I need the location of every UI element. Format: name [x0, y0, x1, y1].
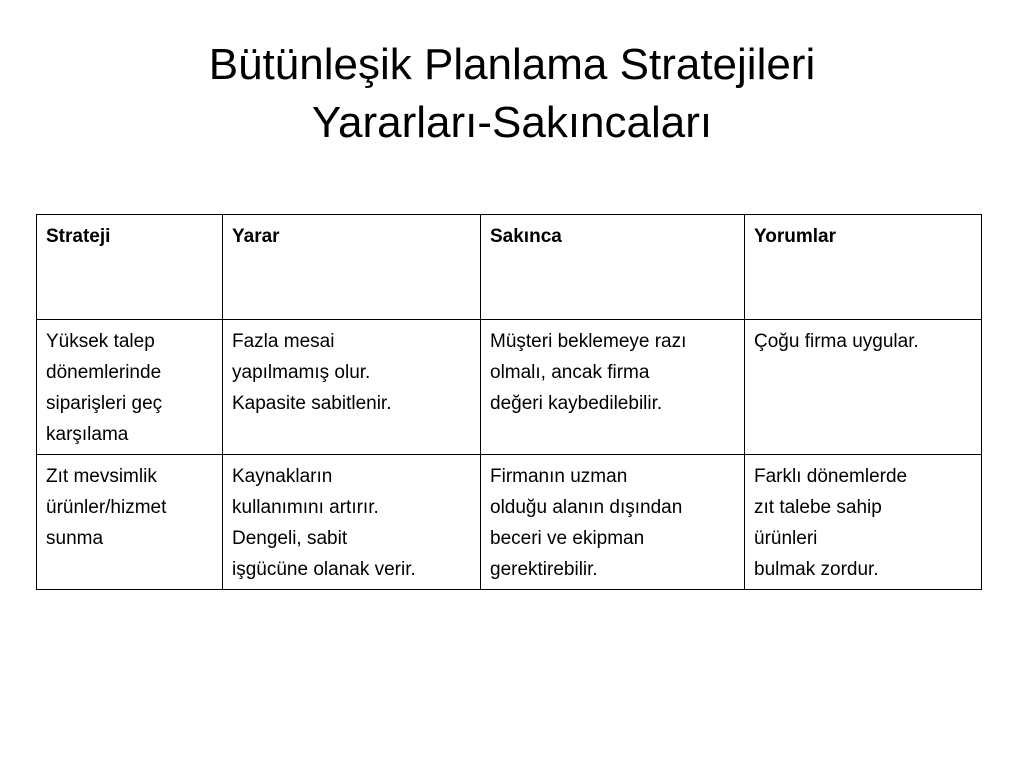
cell-sakinca: Firmanın uzman olduğu alanın dışından beceri ve ekipman gerektirebilir. [481, 455, 745, 590]
cell-strateji: Zıt mevsimlik ürünler/hizmet sunma [37, 455, 223, 590]
strategy-table [36, 214, 982, 590]
header-sakinca: Sakınca [481, 215, 745, 320]
table-row [37, 455, 982, 590]
slide-title [0, 36, 1024, 152]
cell-yorumlar: Çoğu firma uygular. [745, 320, 982, 455]
cell-yarar: Fazla mesai yapılmamış olur. Kapasite sabitlenir. [223, 320, 481, 455]
table-row [37, 320, 982, 455]
cell-yarar: Kaynakların kullanımını artırır. Dengeli, sabit işgücüne olanak verir. [223, 455, 481, 590]
slide-title-line-1: Bütünleşik Planlama Stratejileri [208, 40, 816, 89]
slide-title-line-2: Yararları-Sakıncaları [311, 98, 713, 147]
header-yorumlar: Yorumlar [745, 215, 982, 320]
cell-yorumlar: Farklı dönemlerde zıt talebe sahip ürünleri bulmak zordur. [745, 455, 982, 590]
header-yarar: Yarar [223, 215, 481, 320]
cell-strateji: Yüksek talep dönemlerinde siparişleri geç karşılama [37, 320, 223, 455]
table-header-row [37, 215, 982, 320]
header-strateji: Strateji [37, 215, 223, 320]
cell-sakinca: Müşteri beklemeye razı olmalı, ancak firma değeri kaybedilebilir. [481, 320, 745, 455]
